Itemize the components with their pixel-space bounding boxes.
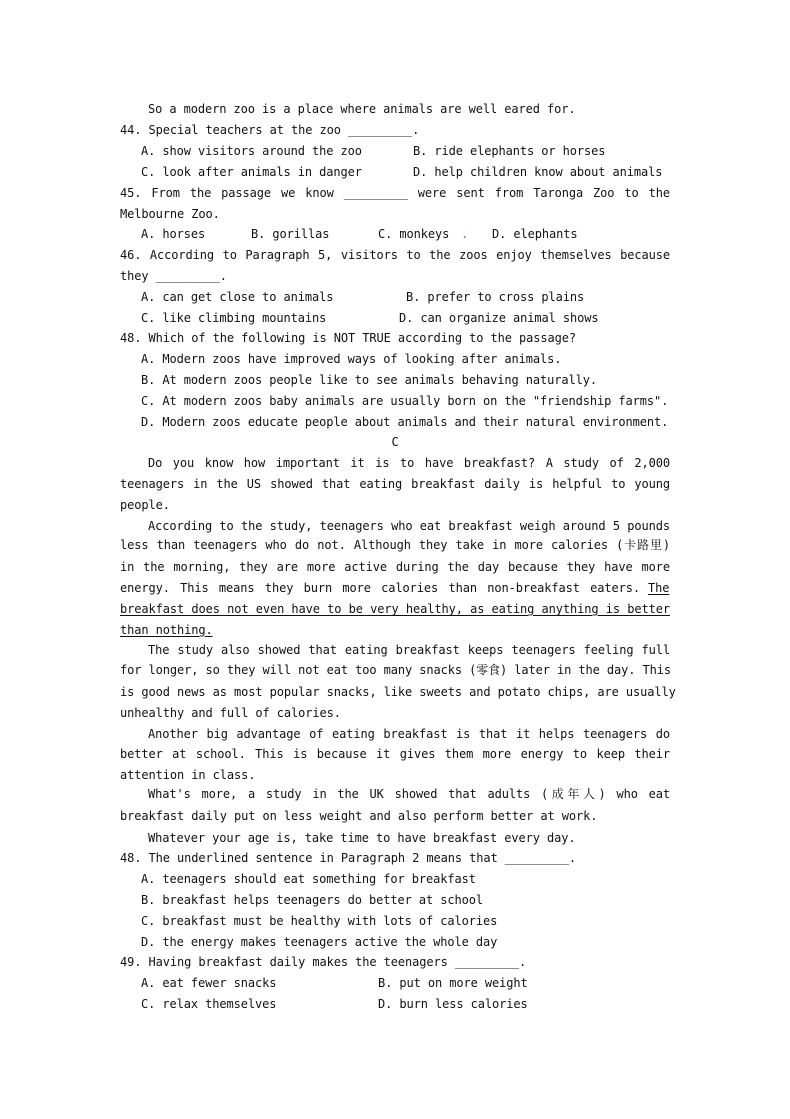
option-row xyxy=(141,224,670,245)
underlined-sentence: than nothing. xyxy=(120,623,213,637)
paragraph-line: teenagers in the US showed that eating breakfast daily is helpful to young xyxy=(120,477,670,491)
option-c: C. like climbing mountains xyxy=(141,311,327,325)
option-d: D. the energy makes teenagers active the whole day xyxy=(141,935,498,949)
option-c: C. At modern zoos baby animals are usually born on the "friendship farms". xyxy=(141,394,669,408)
text-line: So a modern zoo is a place where animals are well eared for. xyxy=(148,102,576,116)
question-46: 46. According to Paragraph 5, visitors to the zoos enjoy themselves because xyxy=(120,248,670,262)
option-row xyxy=(141,162,670,183)
paragraph-line: What's more, a study in the UK showed that adults (成年人) who eat xyxy=(148,787,670,801)
option-c: C. look after animals in danger xyxy=(141,165,362,179)
question-48-underlined: 48. The underlined sentence in Paragraph 2 means that _________. xyxy=(120,851,576,865)
stray-mark: . xyxy=(461,227,469,241)
option-row xyxy=(141,287,670,308)
paragraph-line xyxy=(120,578,670,599)
paragraph-line: Whatever your age is, take time to have breakfast every day. xyxy=(148,831,576,845)
text-segment: energy. This means they burn more calories than non-breakfast eaters. xyxy=(120,581,640,595)
paragraph-line: people. xyxy=(120,498,170,512)
option-row xyxy=(141,141,670,162)
option-b: B. ride elephants or horses xyxy=(413,144,606,158)
question-45: 45. From the passage we know _________ were sent from Taronga Zoo to the xyxy=(120,186,670,200)
option-a: A. horses xyxy=(141,227,206,241)
option-a: A. can get close to animals xyxy=(141,290,334,304)
question-48: 48. Which of the following is NOT TRUE according to the passage? xyxy=(120,331,576,345)
option-row xyxy=(141,308,670,329)
option-b: B. breakfast helps teenagers do better at school xyxy=(141,893,483,907)
text-line: they _________. xyxy=(120,269,227,283)
paragraph-line: is good news as most popular snacks, like sweets and potato chips, are usually xyxy=(120,685,676,699)
option-b: B. gorillas xyxy=(251,227,330,241)
option-b: B. put on more weight xyxy=(378,976,528,990)
underlined-text: The xyxy=(648,581,670,595)
paragraph-line: Do you know how important it is to have breakfast? A study of 2,000 xyxy=(148,456,670,470)
paragraph-line: unhealthy and full of calories. xyxy=(120,706,341,720)
question-49: 49. Having breakfast daily makes the teenagers _________. xyxy=(120,955,527,969)
option-a: A. eat fewer snacks xyxy=(141,976,277,990)
question-44: 44. Special teachers at the zoo _________. xyxy=(120,123,420,137)
option-a: A. show visitors around the zoo xyxy=(141,144,362,158)
option-row xyxy=(141,994,670,1015)
option-a: A. teenagers should eat something for breakfast xyxy=(141,872,476,886)
option-d: D. elephants xyxy=(492,227,578,241)
paragraph-line: breakfast daily put on less weight and also perform better at work. xyxy=(120,809,598,823)
option-d: D. burn less calories xyxy=(378,997,528,1011)
option-c: C. breakfast must be healthy with lots of calories xyxy=(141,914,498,928)
option-c: C. relax themselves xyxy=(141,997,277,1011)
section-heading: C xyxy=(391,435,399,449)
option-a: A. Modern zoos have improved ways of looking after animals. xyxy=(141,352,562,366)
text-line: Melbourne Zoo. xyxy=(120,207,220,221)
paragraph-line: in the morning, they are more active during the day because they have more xyxy=(120,560,670,574)
paragraph-line: Another big advantage of eating breakfast is that it helps teenagers do xyxy=(148,727,670,741)
underlined-sentence: breakfast does not even have to be very healthy, as eating anything is better xyxy=(120,602,670,616)
option-d: D. Modern zoos educate people about animals and their natural environment. xyxy=(141,415,669,429)
option-c: C. monkeys xyxy=(378,227,450,241)
option-d: D. help children know about animals xyxy=(413,165,663,179)
paragraph-line: According to the study, teenagers who eat breakfast weigh around 5 pounds xyxy=(148,519,670,533)
option-d: D. can organize animal shows xyxy=(399,311,599,325)
option-b: B. At modern zoos people like to see animals behaving naturally. xyxy=(141,373,597,387)
paragraph-line: attention in class. xyxy=(120,768,256,782)
paragraph-line: for longer, so they will not eat too many snacks (零食) later in the day. This xyxy=(120,663,672,677)
option-row xyxy=(141,973,670,994)
paragraph-line: less than teenagers who do not. Although they take in more calories (卡路里) xyxy=(120,538,670,552)
paragraph-line: The study also showed that eating breakfast keeps teenagers feeling full xyxy=(148,643,670,657)
option-b: B. prefer to cross plains xyxy=(406,290,585,304)
paragraph-line: better at school. This is because it gives them more energy to keep their xyxy=(120,747,670,761)
